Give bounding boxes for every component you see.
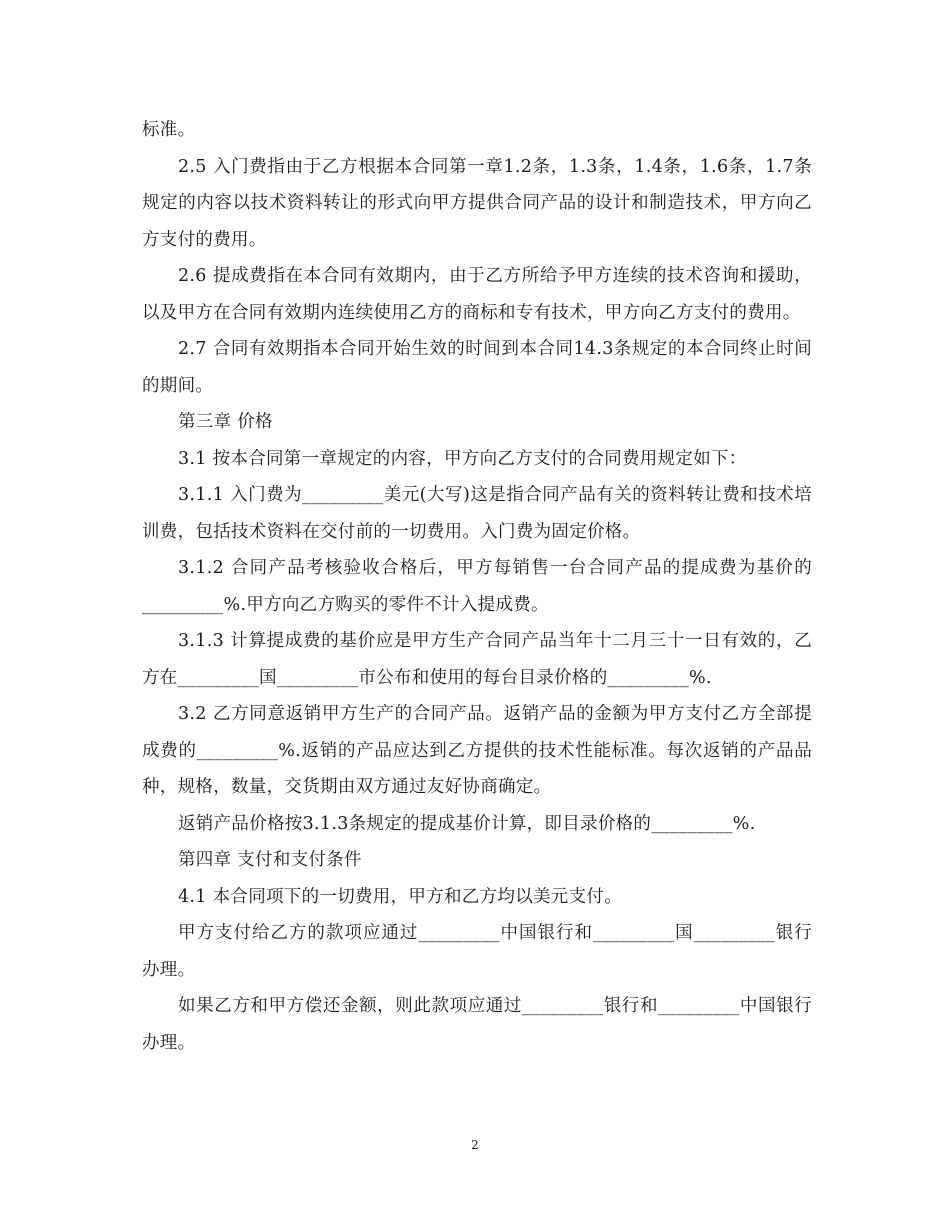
paragraph-buyback-price: 返销产品价格按3.1.3条规定的提成基价计算，即目录价格的_________%.	[178, 813, 756, 834]
paragraph-payment-bank: 甲方支付给乙方的款项应通过_________中国银行和_________国_________银行办理。	[142, 923, 812, 980]
paragraph-3-1-3: 3.1.3 计算提成费的基价应是甲方生产合同产品当年十二月三十一日有效的，乙方在_________国_________市公布和使用的每台目录价格的_________%.	[142, 631, 812, 688]
chapter-3-heading: 第三章 价格	[178, 412, 273, 432]
paragraph-3-1: 3.1 按本合同第一章规定的内容，甲方向乙方支付的合同费用规定如下：	[178, 448, 747, 469]
paragraph-2-7-validity: 2.7 合同有效期指本合同开始生效的时间到本合同14.3条规定的本合同终止时间的期间。	[142, 339, 812, 396]
page-number: 2	[471, 1138, 479, 1152]
paragraph-3-1-1: 3.1.1 入门费为_________美元(大写)这是指合同产品有关的资料转让费和技术培训费，包括技术资料在交付前的一切费用。入门费为固定价格。	[142, 485, 812, 542]
paragraph-3-1-2: 3.1.2 合同产品考核验收合格后，甲方每销售一台合同产品的提成费为基价的_________%.甲方向乙方购买的零件不计入提成费。	[142, 558, 812, 615]
document-body	[142, 112, 812, 1061]
paragraph-repayment-bank: 如果乙方和甲方偿还金额，则此款项应通过_________银行和_________中国银行办理。	[142, 996, 812, 1053]
paragraph-continuation: 标准。	[142, 120, 196, 140]
paragraph-4-1: 4.1 本合同项下的一切费用，甲方和乙方均以美元支付。	[178, 886, 622, 907]
paragraph-2-5-entry-fee: 2.5 入门费指由于乙方根据本合同第一章1.2条，1.3条，1.4条，1.6条，1.7条规定的内容以技术资料转让的形式向甲方提供合同产品的设计和制造技术，甲方向乙方支付的费用。	[142, 156, 812, 250]
chapter-4-heading: 第四章 支付和支付条件	[178, 850, 362, 870]
paragraph-2-6-royalty: 2.6 提成费指在本合同有效期内，由于乙方所给予甲方连续的技术咨询和援助，以及甲方在合同有效期内连续使用乙方的商标和专有技术，甲方向乙方支付的费用。	[142, 266, 812, 323]
paragraph-3-2: 3.2 乙方同意返销甲方生产的合同产品。返销产品的金额为甲方支付乙方全部提成费的_________%.返销的产品应达到乙方提供的技术性能标准。每次返销的产品品种，规格，数量，交货期由双方通过友好协商确定。	[142, 704, 812, 797]
